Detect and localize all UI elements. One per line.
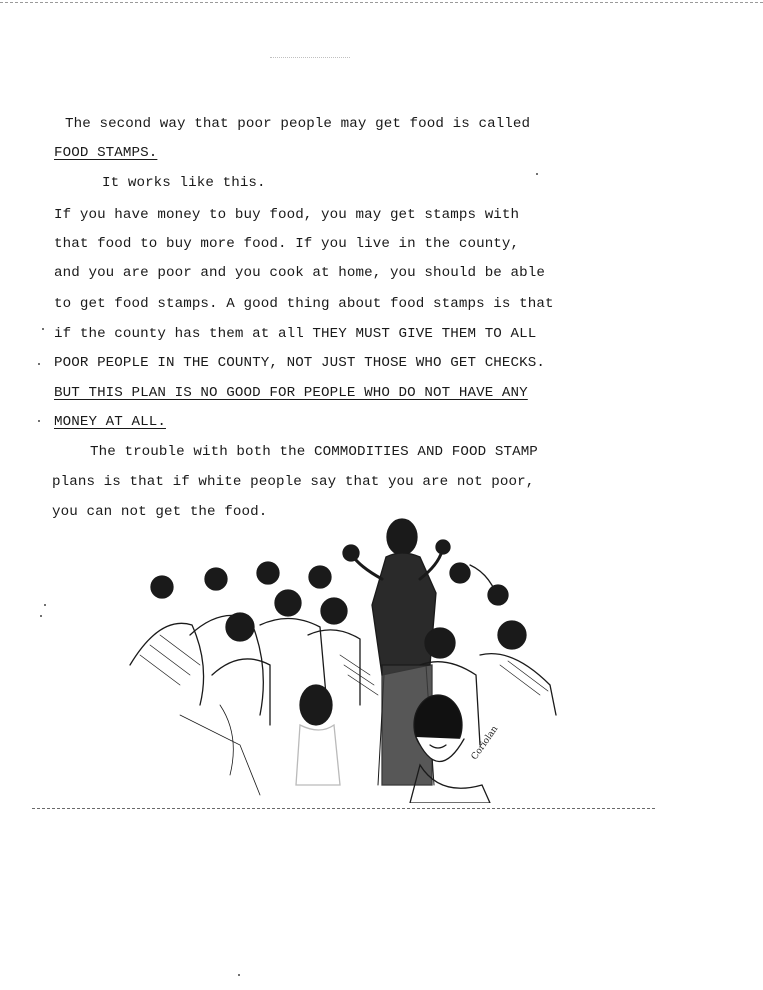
crowd-illustration-icon bbox=[120, 515, 565, 803]
text-line: The trouble with both the COMMODITIES AND FOOD STAMP bbox=[90, 444, 538, 460]
scan-speck bbox=[38, 420, 40, 422]
text-line: you can not get the food. bbox=[52, 504, 268, 520]
heading-food-stamps: FOOD STAMPS. bbox=[54, 145, 158, 161]
text-line: It works like this. bbox=[102, 175, 266, 191]
text-line: that food to buy more food. If you live in the county, bbox=[54, 236, 520, 252]
text-line: to get food stamps. A good thing about food stamps is that bbox=[54, 296, 554, 312]
text-line: If you have money to buy food, you may get stamps with bbox=[54, 207, 520, 223]
scan-smudge bbox=[270, 57, 350, 58]
text-line: if the county has them at all THEY MUST GIVE THEM TO ALL bbox=[54, 326, 537, 342]
page-top-border bbox=[0, 2, 763, 3]
scan-speck bbox=[536, 173, 538, 175]
text-line: The second way that poor people may get food is called bbox=[65, 116, 531, 132]
text-line: POOR PEOPLE IN THE COUNTY, NOT JUST THOSE WHO GET CHECKS. bbox=[54, 355, 545, 371]
scan-speck bbox=[42, 328, 44, 330]
emphasis-line: MONEY AT ALL. bbox=[54, 414, 166, 430]
scan-speck bbox=[238, 974, 240, 976]
illustration-signature: Coriolan bbox=[469, 724, 501, 762]
scan-speck bbox=[44, 604, 46, 606]
scan-speck bbox=[38, 363, 40, 365]
emphasis-line: BUT THIS PLAN IS NO GOOD FOR PEOPLE WHO DO NOT HAVE ANY bbox=[54, 385, 528, 401]
scan-speck bbox=[40, 615, 42, 617]
text-line: and you are poor and you cook at home, you should be able bbox=[54, 265, 545, 281]
bottom-rule bbox=[32, 808, 655, 809]
text-line: plans is that if white people say that you are not poor, bbox=[52, 474, 535, 490]
